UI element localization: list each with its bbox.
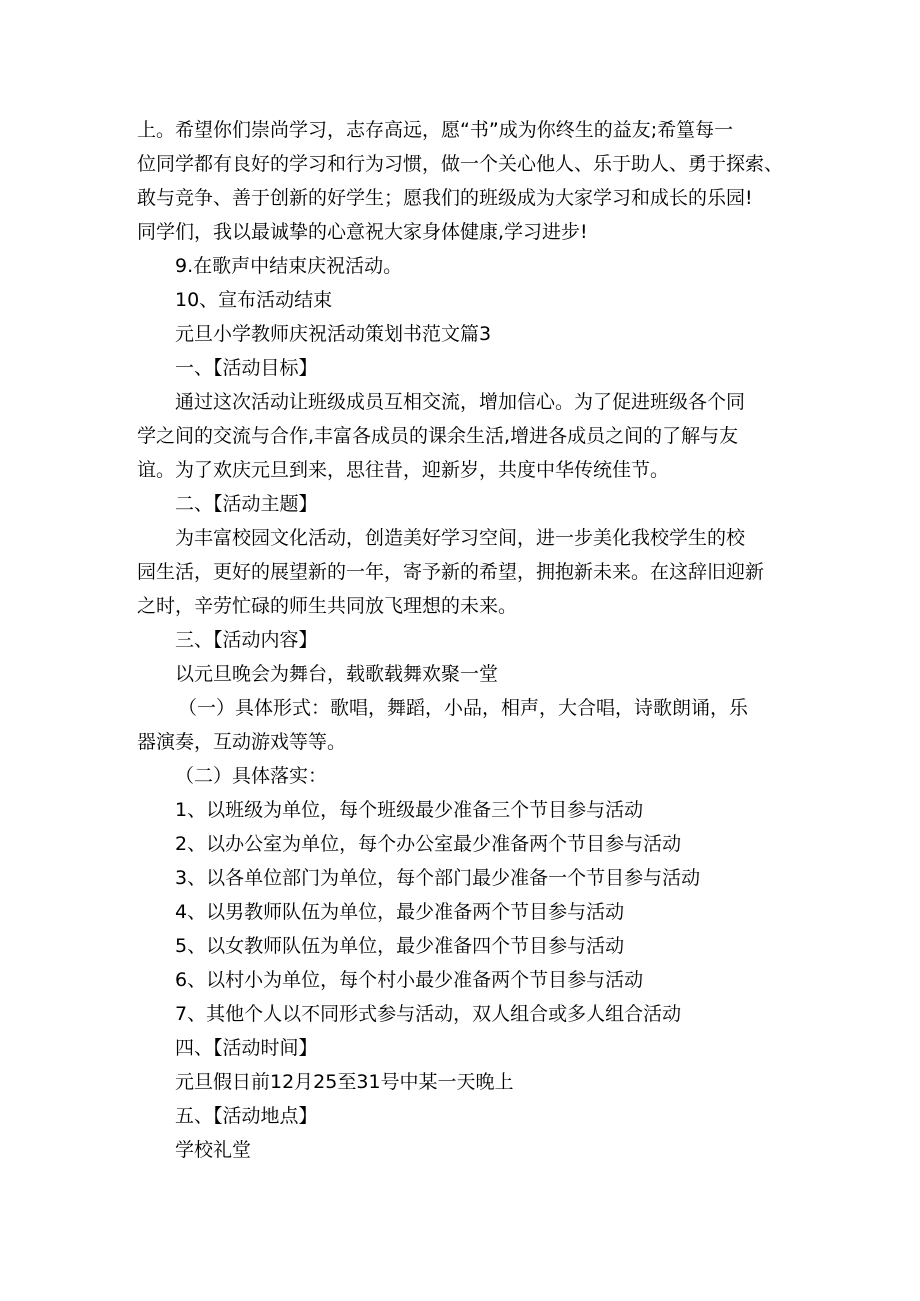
paragraph-line: 之时，辛劳忙碌的师生共同放飞理想的未来。 (137, 595, 518, 617)
paragraph-line: 位同学都有良好的学习和行为习惯，做一个关心他人、乐于助人、勇于探索、 (137, 153, 784, 175)
subsection-heading: （二）具体落实： (175, 765, 328, 787)
paragraph-line: 谊。为了欢庆元旦到来，思往昔，迎新岁，共度中华传统佳节。 (137, 459, 670, 481)
paragraph-line: 学校礼堂 (175, 1139, 252, 1161)
paragraph-line: 上。希望你们崇尚学习，志存高远，愿“书”成为你终生的益友;希篁每一 (137, 119, 734, 141)
paragraph-line: 园生活，更好的展望新的一年，寄予新的希望，拥抱新未来。在这辞旧迎新 (137, 561, 765, 583)
paragraph-line: 敢与竞争、善于创新的好学生；愿我们的班级成为大家学习和成长的乐园! (137, 187, 753, 209)
paragraph-line: 同学们，我以最诚挚的心意祝大家身体健康,学习进步! (137, 221, 588, 243)
list-item: 7、其他个人以不同形式参与活动，双人组合或多人组合活动 (175, 1003, 682, 1025)
paragraph-line: 学之间的交流与合作,丰富各成员的课余生活,增进各成员之间的了解与友 (137, 425, 739, 447)
paragraph-line: 通过这次活动让班级成员互相交流，增加信心。为了促进班级各个同 (175, 391, 746, 413)
list-item: 2、以办公室为单位，每个办公室最少准备两个节目参与活动 (175, 833, 682, 855)
section-heading: 一、【活动目标】 (175, 357, 318, 379)
list-item: 3、以各单位部门为单位，每个部门最少准备一个节目参与活动 (175, 867, 701, 889)
paragraph-line: 元旦假日前12月25至31号中某一天晚上 (175, 1071, 514, 1093)
list-item: 1、以班级为单位，每个班级最少准备三个节目参与活动 (175, 799, 644, 821)
paragraph-line: 以元旦晚会为舞台，载歌载舞欢聚一堂 (175, 663, 499, 685)
paragraph-line: 器演奏，互动游戏等等。 (137, 731, 347, 753)
paragraph-line: 为丰富校园文化活动，创造美好学习空间，进一步美化我校学生的校 (175, 527, 746, 549)
list-item: 5、以女教师队伍为单位，最少准备四个节目参与活动 (175, 935, 625, 957)
list-item: 6、以村小为单位，每个村小最少准备两个节目参与活动 (175, 969, 644, 991)
section-heading: 五、【活动地点】 (175, 1105, 318, 1127)
list-item: 9.在歌声中结束庆祝活动。 (175, 255, 403, 277)
list-item: 10、宣布活动结束 (175, 289, 333, 311)
paragraph-line: （一）具体形式：歌唱，舞蹈，小品，相声，大合唱，诗歌朗诵，乐 (178, 697, 749, 719)
section-heading: 四、【活动时间】 (175, 1037, 318, 1059)
section-title: 元旦小学教师庆祝活动策划书范文篇3 (175, 323, 492, 345)
section-heading: 二、【活动主题】 (175, 493, 318, 515)
section-heading: 三、【活动内容】 (175, 629, 318, 651)
list-item: 4、以男教师队伍为单位，最少准备两个节目参与活动 (175, 901, 625, 923)
